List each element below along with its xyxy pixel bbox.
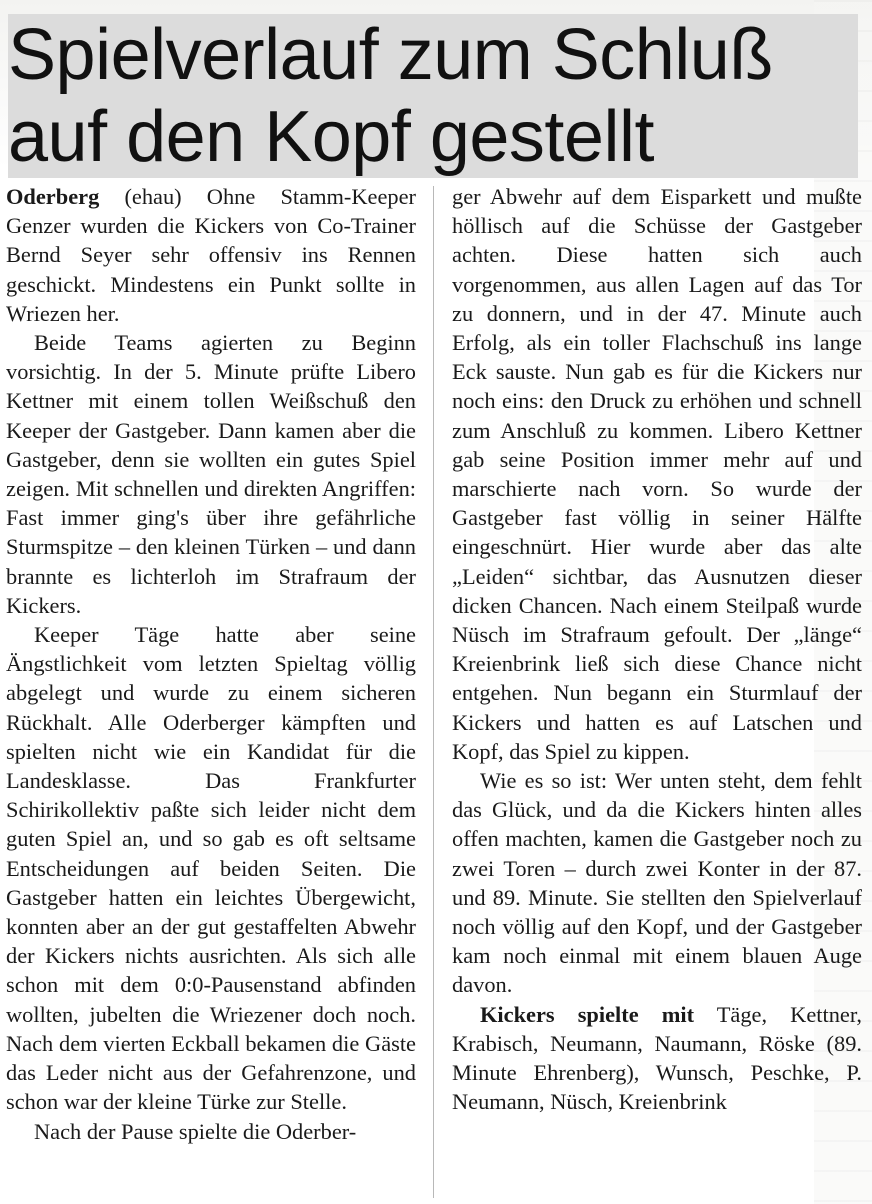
paragraph-second-half-continued: ger Abwehr auf dem Eisparkett und mußte höllisch auf die Schüsse der Gastgeber achten. Diese hatten sich auch vorgenommen, aus allen Lagen auf das Tor zu donnern, und in der 47. Minute auch Erfolg, als ein toller Flachschuß ins lange Eck sauste. Nun gab es für die Kickers nur noch eins: den Druck zu erhöhen und schnell zum Anschluß zu kommen. Libero Kettner gab seine Position immer mehr auf und marschierte nach vorn. So wurde der Gastgeber fast völlig in seiner Hälfte eingeschnürt. Hier wurde aber das alte „Leiden“ sichtbar, das Ausnutzen dieser dicken Chancen. Nach einem Steilpaß wurde Nüsch im Strafraum gefoult. Der „länge“ Kreienbrink ließ sich diese Chance nicht entgehen. Nun begann ein Sturmlauf der Kickers und hatten es auf Latschen und Kopf, das Spiel zu kippen.: [452, 184, 862, 764]
dateline: Oderberg: [6, 184, 100, 209]
paragraph-goalkeeper: Keeper Täge hatte aber seine Ängstlichkeit vom letzten Spieltag völlig abgelegt und wurde zu einem sicheren Rückhalt. Alle Oderberger kämpften und spielten nicht wie ein Kandidat für die Landesklasse. Das Frankfurter Schirikollektiv paßte sich leider nicht dem guten Spiel an, und so gab es oft seltsame Entscheidungen auf beiden Seiten. Die Gastgeber hatten ein leichtes Übergewicht, konnten aber an der gut gestaffelten Abwehr der Kickers nichts ausrichten. Als sich alle schon mit dem 0:0-Pausenstand abfinden wollten, jubelten die Wriezener doch noch. Nach dem vierten Eckball bekamen die Gäste das Leder nicht aus der Gefahrenzone, und schon war der kleine Türke zur Stelle.: [6, 622, 416, 1115]
article-column-left: [6, 182, 416, 1146]
paragraph-first-half: Beide Teams agierten zu Beginn vorsichtig. In der 5. Minute prüfte Libero Kettner mit einem tollen Weißschuß den Keeper der Gastgeber. Dann kamen aber die Gastgeber, denn sie wollten ein gutes Spiel zeigen. Mit schnellen und direkten Angriffen: Fast immer ging's über ihre gefährliche Sturmspitze – den kleinen Türken – und dann brannte es lichterloh im Strafraum der Kickers.: [6, 330, 416, 618]
paragraph-conclusion: Wie es so ist: Wer unten steht, dem fehlt das Glück, und da die Kickers hinten alles offen machten, kamen die Gastgeber noch zu zwei Toren – durch zwei Konter in der 87. und 89. Minute. Sie stellten den Spielverlauf noch völlig auf den Kopf, und der Gastgeber kam noch einmal mit einem blauen Auge davon.: [452, 768, 862, 998]
article-column-right: [452, 182, 862, 1117]
headline-line-1: Spielverlauf zum Schluß: [8, 15, 773, 95]
lineup-players: Täge, Kettner, Krabisch, Neumann, Naumann, Röske (89. Minute Ehrenberg), Wunsch, Peschke, P. Neumann, Nüsch, Kreienbrink: [452, 1001, 862, 1115]
column-divider: [433, 186, 434, 1198]
lineup-label: Kickers spielte mit: [480, 1001, 695, 1027]
paragraph-lineup: [452, 1000, 862, 1117]
paragraph-second-half-start: Nach der Pause spielte die Oderber-: [34, 1118, 357, 1144]
article-headline: [8, 14, 858, 178]
headline-line-2: auf den Kopf gestellt: [8, 97, 654, 177]
paragraph-intro: [6, 182, 416, 328]
intro-text: (ehau) Ohne Stamm-Keeper Genzer wurden die Kickers von Co-Trainer Bernd Seyer sehr offensiv ins Rennen geschickt. Mindestens ein Punkt sollte in Wriezen her.: [6, 184, 416, 326]
